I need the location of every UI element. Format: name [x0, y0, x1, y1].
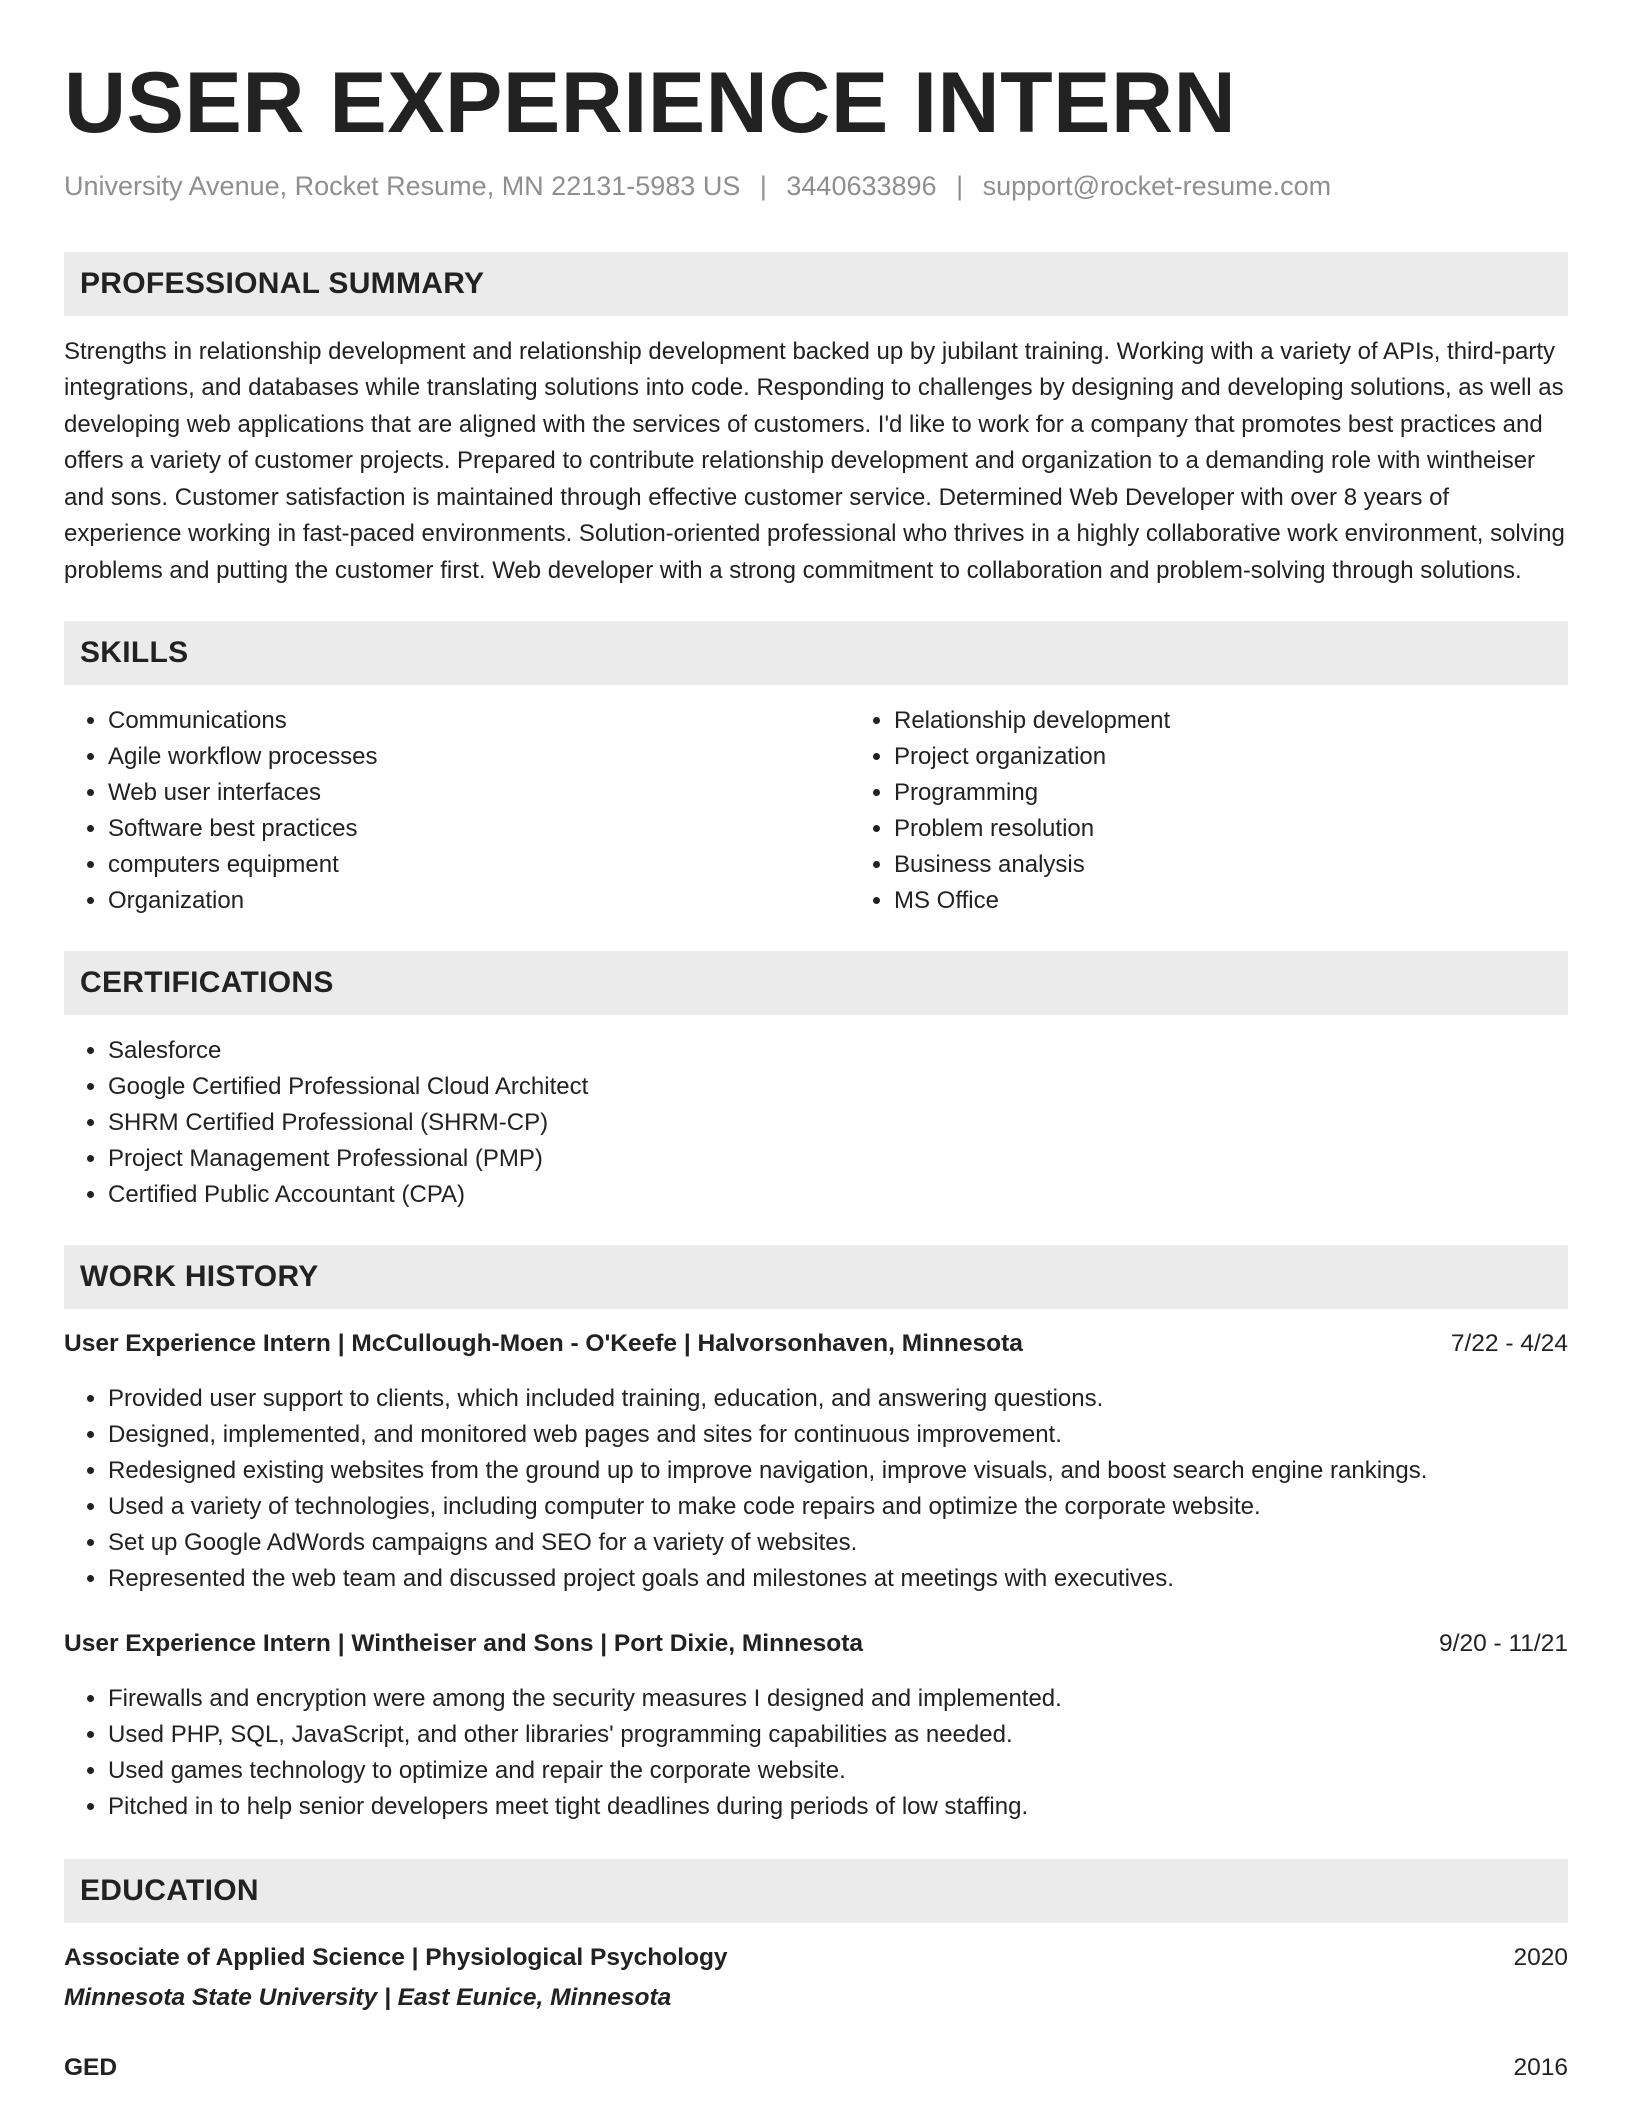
education-header: [64, 1941, 1568, 1975]
skill-item: • Organization: [108, 883, 850, 919]
job-bullet: • Designed, implemented, and monitored web pages and sites for continuous improvement.: [108, 1417, 1568, 1453]
education-year: 2020: [1513, 1944, 1568, 1972]
section-heading-summary: PROFESSIONAL SUMMARY: [64, 252, 1568, 316]
education-year: 2016: [1513, 2054, 1568, 2082]
contact-phone: 3440633896: [786, 170, 937, 201]
job-header: [64, 1327, 1568, 1361]
skill-item: • Communications: [108, 703, 850, 739]
certification-item: • Project Management Professional (PMP): [108, 1141, 1568, 1177]
skill-item: • Business analysis: [894, 847, 1632, 883]
certification-item: • Google Certified Professional Cloud Architect: [108, 1069, 1568, 1105]
section-heading-work-history: WORK HISTORY: [64, 1245, 1568, 1309]
job-bullet: • Set up Google AdWords campaigns and SEO for a variety of websites.: [108, 1525, 1568, 1561]
education-degree: Associate of Applied Science | Physiological Psychology: [64, 1944, 728, 1972]
certification-item: • SHRM Certified Professional (SHRM-CP): [108, 1105, 1568, 1141]
job-bullet: • Used PHP, SQL, JavaScript, and other libraries' programming capabilities as needed.: [108, 1717, 1568, 1753]
job-bullet: • Represented the web team and discussed project goals and milestones at meetings with executives.: [108, 1561, 1568, 1597]
contact-line: [64, 171, 1568, 202]
job-bullet: • Provided user support to clients, which included training, education, and answering questions.: [108, 1381, 1568, 1417]
certifications-list: [64, 1033, 1568, 1213]
skills-column-left: [64, 703, 850, 919]
summary-text: Strengths in relationship development and relationship development backed up by jubilant training. Working with a variety of APIs, third-party integrations, and databases while translating solutions into code. Responding to challenges by designing and developing solutions, as well as developing web applications that are aligned with the services of customers. I'd like to work for a company that promotes best practices and offers a variety of customer projects. Prepared to contribute relationship development and organization to a demanding role with wintheiser and sons. Customer satisfaction is maintained through effective customer service. Determined Web Developer with over 8 years of experience working in fast-paced environments. Solution-oriented professional who thrives in a highly collaborative work environment, solving problems and putting the customer first. Web developer with a strong commitment to collaboration and problem-solving through solutions.: [64, 337, 1565, 584]
skill-item: • Relationship development: [894, 703, 1632, 739]
contact-email: support@rocket-resume.com: [982, 170, 1332, 201]
candidate-name: USER EXPERIENCE INTERN: [64, 55, 1237, 151]
job-title: User Experience Intern | McCullough-Moen - O'Keefe | Halvorsonhaven, Minnesota: [64, 1330, 1023, 1358]
certification-item: • Salesforce: [108, 1033, 1568, 1069]
job-bullet: • Used games technology to optimize and repair the corporate website.: [108, 1753, 1568, 1789]
skill-item: • computers equipment: [108, 847, 850, 883]
contact-address: University Avenue, Rocket Resume, MN 22131-5983 US: [64, 170, 741, 201]
contact-separator: |: [759, 170, 767, 201]
job-bullet: • Pitched in to help senior developers meet tight deadlines during periods of low staffing.: [108, 1789, 1568, 1825]
skill-item: • Project organization: [894, 739, 1632, 775]
skill-item: • Problem resolution: [894, 811, 1632, 847]
education-degree: GED: [64, 2054, 118, 2082]
skills-list: [64, 703, 1568, 919]
certification-item: • Certified Public Accountant (CPA): [108, 1177, 1568, 1213]
job-bullets: [64, 1381, 1568, 1597]
job-dates: 9/20 - 11/21: [1439, 1630, 1568, 1658]
skill-item: • Web user interfaces: [108, 775, 850, 811]
job-title: User Experience Intern | Wintheiser and Sons | Port Dixie, Minnesota: [64, 1630, 864, 1658]
job-dates: 7/22 - 4/24: [1450, 1330, 1568, 1358]
skill-item: • MS Office: [894, 883, 1632, 919]
job-bullet: • Firewalls and encryption were among the security measures I designed and implemented.: [108, 1681, 1568, 1717]
education-school: Minnesota State University | East Eunice, Minnesota: [64, 1984, 672, 2012]
contact-separator: |: [956, 170, 964, 201]
skill-item: • Agile workflow processes: [108, 739, 850, 775]
skill-item: • Programming: [894, 775, 1632, 811]
skill-item: • Software best practices: [108, 811, 850, 847]
section-heading-skills: SKILLS: [64, 621, 1568, 685]
skills-column-right: [850, 703, 1632, 919]
section-heading-education: EDUCATION: [64, 1859, 1568, 1923]
job-bullet: • Redesigned existing websites from the ground up to improve navigation, improve visuals, and boost search engine rankings.: [108, 1453, 1568, 1489]
education-header: [64, 2051, 1568, 2085]
section-heading-certifications: CERTIFICATIONS: [64, 951, 1568, 1015]
job-bullets: [64, 1681, 1568, 1825]
job-header: [64, 1627, 1568, 1661]
job-bullet: • Used a variety of technologies, including computer to make code repairs and optimize the corporate website.: [108, 1489, 1568, 1525]
